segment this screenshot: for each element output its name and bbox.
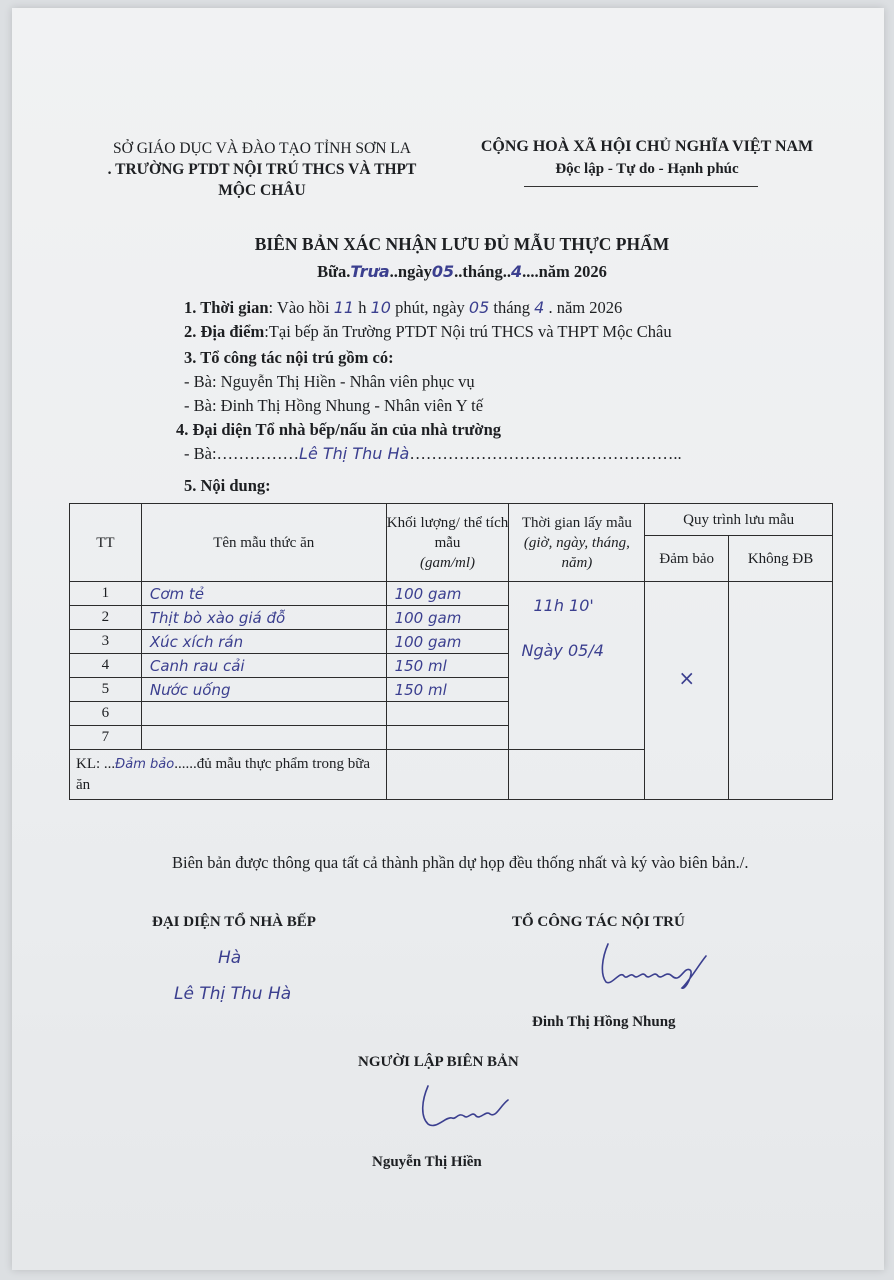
row-tt: 7: [70, 726, 142, 750]
sample-time-hour: 11h 10': [533, 596, 594, 615]
summary-empty-time: [509, 750, 645, 800]
school-name-line1: . TRƯỜNG PTDT NỘI TRÚ THCS VÀ THPT: [107, 161, 417, 178]
header-ok: Đảm bảo: [645, 536, 729, 582]
kitchen-rep-signature: Hà: [218, 948, 242, 968]
row-tt: 1: [70, 582, 142, 606]
row-qty: 150 ml: [386, 678, 509, 702]
row-food-name: [141, 726, 386, 750]
nation-title: CỘNG HOÀ XÃ HỘI CHỦ NGHĨA VIỆT NAM: [480, 138, 814, 155]
table-row: [70, 582, 833, 606]
item-kitchen-person: [184, 444, 682, 464]
row-qty: [386, 726, 509, 750]
kitchen-person-suffix: …………………………………………..: [409, 444, 682, 463]
header-weight-unit: (gam/ml): [420, 554, 476, 571]
document-page: [12, 8, 884, 1270]
closing-paragraph: Biên bản được thông qua tất cả thành phần dự họp đều thống nhất và ký vào biên bản./.: [172, 853, 749, 872]
meal-value: Trưa: [350, 262, 390, 281]
header-time-unit: (giờ, ngày, tháng, năm): [523, 534, 630, 571]
motto-underline: [524, 186, 758, 187]
header-time: [509, 504, 645, 582]
sample-table: [69, 503, 833, 800]
row-qty: 150 ml: [386, 654, 509, 678]
process-notok-cell: [729, 582, 833, 800]
item-team-label: 3. Tổ công tác nội trú gồm có:: [184, 348, 394, 367]
item-kitchen-label: 4. Đại diện Tổ nhà bếp/nấu ăn của nhà trường: [176, 420, 501, 439]
item-location-text: :Tại bếp ăn Trường PTDT Nội trú THCS và THPT Mộc Châu: [264, 322, 672, 341]
month-label: ..tháng..: [454, 262, 511, 281]
row-tt: 2: [70, 606, 142, 630]
row-food-name: Thịt bò xào giá đỗ: [141, 606, 386, 630]
school-name-line2: MỘC CHÂU: [218, 182, 306, 199]
item-location: [184, 322, 672, 342]
header-right: [452, 136, 842, 180]
document-title: BIÊN BẢN XÁC NHẬN LƯU ĐỦ MẪU THỰC PHẨM: [254, 234, 670, 254]
boarding-signature-mark: [594, 936, 724, 996]
dept-name: SỞ GIÁO DỤC VÀ ĐÀO TẠO TỈNH SƠN LA: [113, 140, 411, 157]
summary-cell: [70, 750, 387, 800]
item-time-label: 1. Thời gian: [184, 298, 269, 317]
header-left: [82, 138, 442, 201]
kitchen-rep-name-handwritten: Lê Thị Thu Hà: [174, 984, 292, 1004]
header-weight: [386, 504, 509, 582]
item-time-text-b: h: [358, 298, 367, 317]
header-tt: TT: [70, 504, 142, 582]
document-subtitle: [112, 262, 812, 282]
row-qty: 100 gam: [386, 606, 509, 630]
summary-empty-qty: [386, 750, 509, 800]
item-time-day: 05: [468, 298, 490, 317]
kitchen-rep-title: ĐẠI DIỆN TỔ NHÀ BẾP: [152, 914, 316, 930]
meal-label: Bữa.: [317, 262, 351, 281]
header-notok: Không ĐB: [729, 536, 833, 582]
sample-time-cell: [509, 582, 645, 750]
summary-value: Đảm bảo: [115, 757, 175, 772]
team-member-2: - Bà: Đinh Thị Hồng Nhung - Nhân viên Y tế: [184, 396, 484, 415]
item-time-hour: 11: [333, 298, 355, 317]
process-ok-cell: [645, 582, 729, 800]
item-time-text-e: . năm 2026: [548, 298, 623, 317]
header-weight-text: Khối lượng/ thể tích mẫu: [386, 514, 509, 551]
item-time-month: 4: [534, 298, 545, 317]
team-member-1: - Bà: Nguyễn Thị Hiền - Nhân viên phục vụ: [184, 372, 475, 391]
row-tt: 5: [70, 678, 142, 702]
summary-prefix: KL: ...: [76, 756, 116, 772]
day-value: 05: [431, 262, 455, 281]
item-content-label: 5. Nội dung:: [184, 476, 271, 495]
month-value: 4: [510, 262, 523, 281]
row-tt: 4: [70, 654, 142, 678]
row-food-name: Canh rau cải: [141, 654, 386, 678]
item-time-text-a: : Vào hồi: [268, 298, 330, 317]
item-location-label: 2. Địa điểm: [184, 322, 265, 341]
creator-signature-mark: [412, 1076, 522, 1136]
header-food-name: Tên mẫu thức ăn: [141, 504, 386, 582]
kitchen-person-prefix: - Bà:……………: [184, 444, 300, 463]
row-food-name: [141, 702, 386, 726]
item-time: [184, 298, 622, 318]
creator-title: NGƯỜI LẬP BIÊN BẢN: [358, 1054, 519, 1070]
boarding-team-title: TỔ CÔNG TÁC NỘI TRÚ: [512, 914, 685, 930]
row-food-name: Nước uống: [141, 678, 386, 702]
item-time-text-c: phút, ngày: [395, 298, 465, 317]
row-tt: 3: [70, 630, 142, 654]
day-label: ..ngày: [389, 262, 432, 281]
year-label: ....năm 2026: [522, 262, 607, 281]
summary-suffix: ......đủ mẫu thực phẩm trong bữa ăn: [76, 756, 370, 793]
row-food-name: Xúc xích rán: [141, 630, 386, 654]
header-process: Quy trình lưu mẫu: [645, 504, 833, 536]
ok-check-mark: ×: [678, 666, 696, 690]
row-qty: [386, 702, 509, 726]
creator-name: Nguyễn Thị Hiền: [372, 1154, 482, 1170]
row-food-name: Cơm tẻ: [141, 582, 386, 606]
kitchen-person-name: Lê Thị Thu Hà: [299, 444, 410, 463]
row-qty: 100 gam: [386, 630, 509, 654]
item-time-text-d: tháng: [493, 298, 531, 317]
boarding-team-name: Đinh Thị Hồng Nhung: [532, 1014, 676, 1030]
sample-time-date: Ngày 05/4: [521, 641, 604, 660]
motto: Độc lập - Tự do - Hạnh phúc: [555, 161, 739, 177]
row-tt: 6: [70, 702, 142, 726]
header-time-text: Thời gian lấy mẫu: [521, 514, 632, 531]
row-qty: 100 gam: [386, 582, 509, 606]
item-time-minute: 10: [370, 298, 391, 317]
